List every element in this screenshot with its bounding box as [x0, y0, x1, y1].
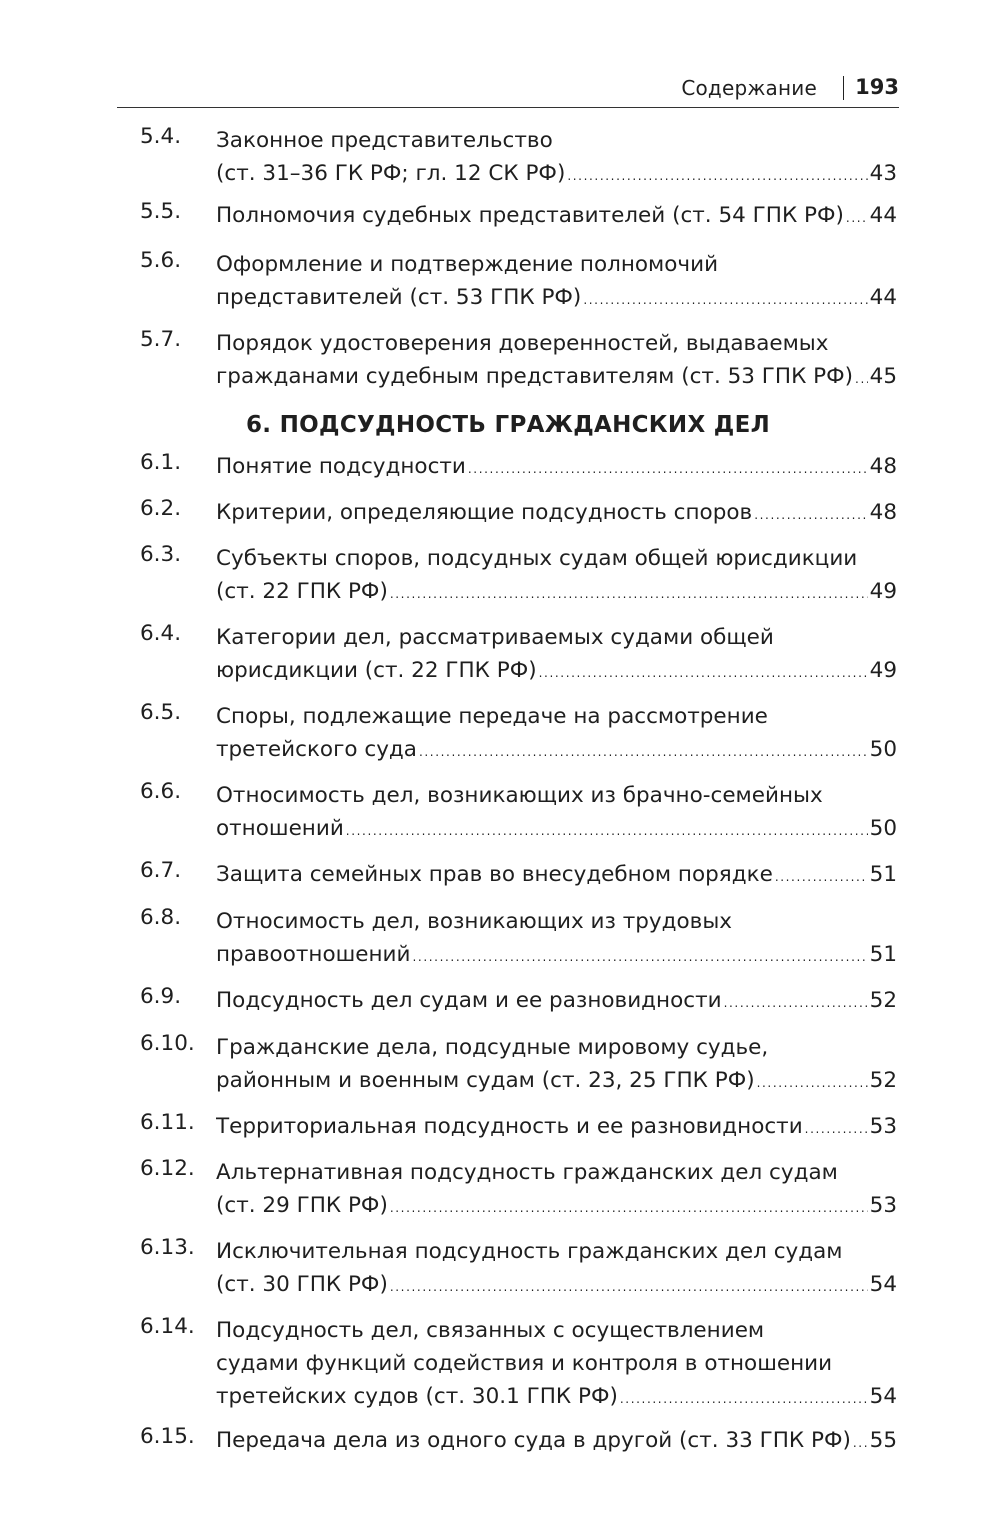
- toc-entry-title-line: отношений: [216, 816, 344, 841]
- toc-entry-page: 49: [869, 579, 897, 604]
- toc-entry-page: 48: [869, 500, 897, 525]
- toc-entry-page: 52: [869, 1068, 897, 1093]
- toc-entry-title-line: (ст. 29 ГПК РФ): [216, 1193, 388, 1218]
- toc-entry-title-line: районным и военным судам (ст. 23, 25 ГПК РФ): [216, 1068, 755, 1093]
- dot-leader: [620, 1383, 868, 1413]
- toc-entry-page: 53: [869, 1193, 897, 1218]
- toc-entry-title-line: судами функций содействия и контроля в отношении: [216, 1351, 833, 1376]
- dot-leader: [724, 987, 868, 1017]
- dot-leader: [468, 453, 868, 483]
- running-header-title: Содержание: [681, 76, 817, 100]
- toc-entry-title-line: Относимость дел, возникающих из брачно-семейных: [216, 783, 823, 808]
- toc-entry-title-line: Относимость дел, возникающих из трудовых: [216, 909, 733, 934]
- dot-leader: [413, 941, 868, 971]
- toc-entry-page: 54: [869, 1272, 897, 1297]
- toc-entry-title-line: Законное представительство: [216, 128, 553, 153]
- toc-entry-number: 6.15.: [140, 1424, 195, 1449]
- toc-entry-title-line: Субъекты споров, подсудных судам общей юрисдикции: [216, 546, 858, 571]
- toc-entry-page: 51: [869, 862, 897, 887]
- toc-entry-page: 54: [869, 1384, 897, 1409]
- toc-entry-page: 51: [869, 942, 897, 967]
- toc-entry-number: 6.14.: [140, 1314, 195, 1339]
- toc-entry-title-line: Оформление и подтверждение полномочий: [216, 252, 719, 277]
- toc-entry-page: 55: [869, 1428, 897, 1453]
- toc-entry-page: 50: [869, 737, 897, 762]
- toc-entry-title-line: Споры, подлежащие передаче на рассмотрение: [216, 704, 768, 729]
- toc-entry-title-line: Критерии, определяющие подсудность споров: [216, 500, 753, 525]
- toc-entry-title-line: третейского суда: [216, 737, 417, 762]
- toc-entry-title-line: Понятие подсудности: [216, 454, 466, 479]
- toc-entry-number: 6.2.: [140, 496, 182, 521]
- toc-entry-title-line: представителей (ст. 53 ГПК РФ): [216, 285, 582, 310]
- dot-leader: [754, 499, 867, 529]
- dot-leader: [583, 284, 867, 314]
- toc-entry-page: 48: [869, 454, 897, 479]
- toc-entry-title-line: Порядок удостоверения доверенностей, выдаваемых: [216, 331, 829, 356]
- toc-entry-title-line: (ст. 22 ГПК РФ): [216, 579, 388, 604]
- dot-leader: [846, 202, 868, 232]
- dot-leader: [805, 1113, 868, 1143]
- dot-leader: [567, 160, 867, 190]
- toc-entry-title-line: юрисдикции (ст. 22 ГПК РФ): [216, 658, 537, 683]
- toc-entry-title-line: третейских судов (ст. 30.1 ГПК РФ): [216, 1384, 618, 1409]
- page-number: 193: [855, 75, 899, 99]
- toc-entry-title-line: (ст. 31–36 ГК РФ; гл. 12 СК РФ): [216, 161, 566, 186]
- toc-entry-page: 44: [869, 203, 897, 228]
- toc-entry-page: 43: [869, 161, 897, 186]
- toc-entry-number: 6.10.: [140, 1031, 195, 1056]
- toc-entry-title-line: Подсудность дел, связанных с осуществлением: [216, 1318, 765, 1343]
- dot-leader: [419, 736, 868, 766]
- toc-entry-title-line: Защита семейных прав во внесудебном порядке: [216, 862, 773, 887]
- dot-leader: [390, 1271, 868, 1301]
- toc-entry-number: 5.6.: [140, 248, 182, 273]
- toc-entry-page: 53: [869, 1114, 897, 1139]
- toc-entry-title-line: Подсудность дел судам и ее разновидности: [216, 988, 722, 1013]
- dot-leader: [390, 1192, 868, 1222]
- toc-entry-title-line: (ст. 30 ГПК РФ): [216, 1272, 388, 1297]
- dot-leader: [775, 861, 868, 891]
- toc-entry-number: 6.4.: [140, 621, 182, 646]
- dot-leader: [390, 578, 868, 608]
- toc-entry-number: 5.4.: [140, 124, 182, 149]
- toc-entry-title-line: Полномочия судебных представителей (ст. 54 ГПК РФ): [216, 203, 844, 228]
- dot-leader: [346, 815, 868, 845]
- toc-entry-title-line: Категории дел, рассматриваемых судами общей: [216, 625, 774, 650]
- dot-leader: [539, 657, 868, 687]
- toc-entry-number: 5.5.: [140, 199, 182, 224]
- toc-entry-number: 6.11.: [140, 1110, 195, 1135]
- section-6-title: 6. ПОДСУДНОСТЬ ГРАЖДАНСКИХ ДЕЛ: [245, 412, 770, 438]
- dot-leader: [853, 1427, 868, 1457]
- toc-entry-title-line: Альтернативная подсудность гражданских дел судам: [216, 1160, 838, 1185]
- toc-entry-title-line: Территориальная подсудность и ее разновидности: [216, 1114, 803, 1139]
- toc-entry-number: 6.6.: [140, 779, 182, 804]
- toc-entry-page: 52: [869, 988, 897, 1013]
- toc-entry-page: 44: [869, 285, 897, 310]
- dot-leader: [855, 363, 868, 393]
- toc-entry-title-line: Гражданские дела, подсудные мировому судье,: [216, 1035, 769, 1060]
- toc-entry-title-line: гражданами судебным представителям (ст. 53 ГПК РФ): [216, 364, 854, 389]
- toc-entry-page: 45: [869, 364, 897, 389]
- toc-entry-number: 6.5.: [140, 700, 182, 725]
- toc-entry-title-line: Передача дела из одного суда в другой (ст. 33 ГПК РФ): [216, 1428, 851, 1453]
- toc-entry-title-line: Исключительная подсудность гражданских дел судам: [216, 1239, 843, 1264]
- toc-entry-number: 6.1.: [140, 450, 182, 475]
- toc-entry-number: 6.13.: [140, 1235, 195, 1260]
- toc-entry-page: 50: [869, 816, 897, 841]
- toc-entry-number: 6.9.: [140, 984, 182, 1009]
- toc-entry-number: 6.3.: [140, 542, 182, 567]
- toc-entry-number: 6.12.: [140, 1156, 195, 1181]
- toc-entry-page: 49: [869, 658, 897, 683]
- toc-entry-title-line: правоотношений: [216, 942, 411, 967]
- toc-entry-number: 6.8.: [140, 905, 182, 930]
- toc-entry-number: 6.7.: [140, 858, 182, 883]
- toc-entry-number: 5.7.: [140, 327, 182, 352]
- dot-leader: [757, 1067, 868, 1097]
